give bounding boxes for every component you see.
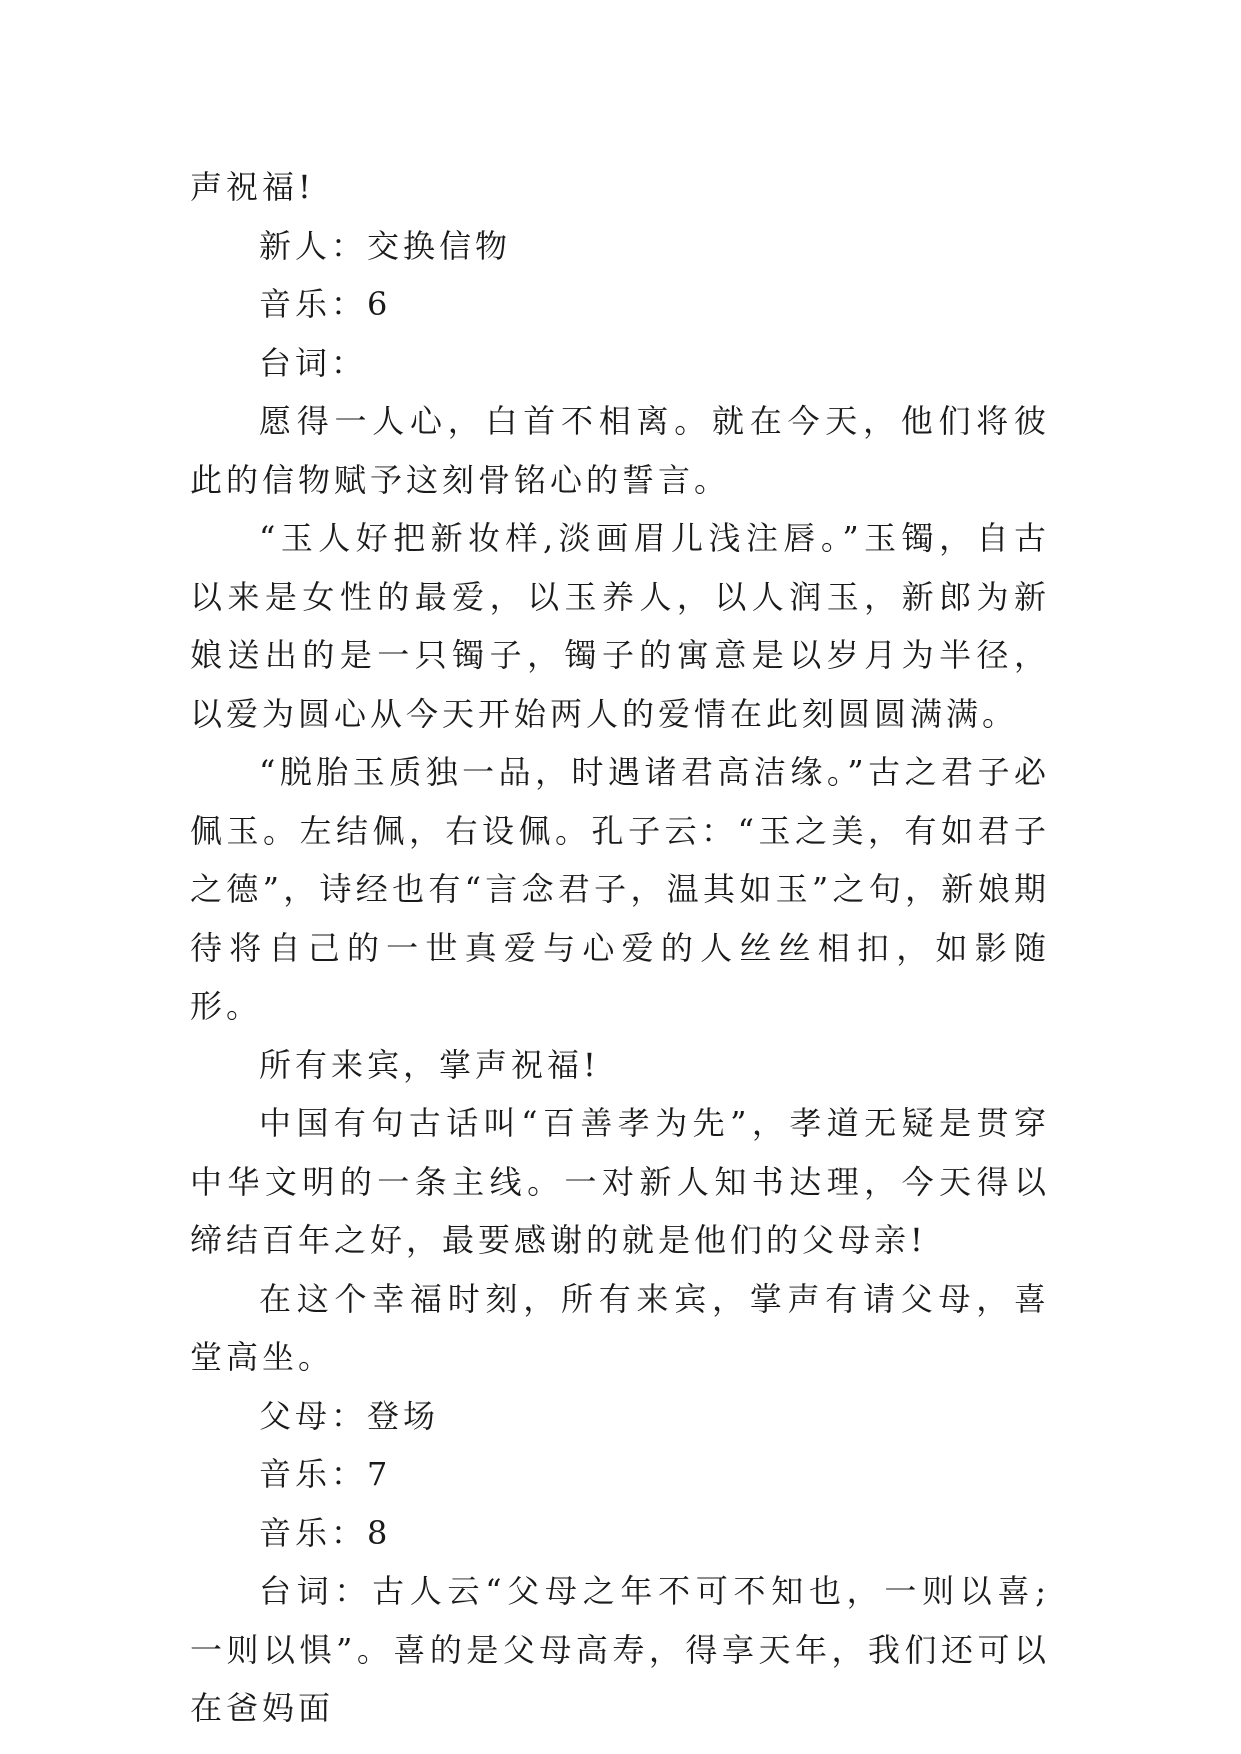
paragraph-body: 愿得一人心，白首不相离。就在今天，他们将彼此的信物赋予这刻骨铭心的誓言。 xyxy=(190,402,1050,499)
paragraph-music-cue: 音乐：8 xyxy=(259,1513,392,1552)
paragraph-stage-direction: 新人：交换信物 xyxy=(259,226,512,265)
paragraph-body: 所有来宾，掌声祝福! xyxy=(259,1045,600,1084)
paragraph-body: “玉人好把新妆样,淡画眉儿浅注唇。”玉镯，自古以来是女性的最爱，以玉养人，以人润玉，新郎为新娘送出的是一只镯子，镯子的寓意是以岁月为半径，以爱为圆心从今天开始两人的爱情在此刻圆圆满满。 xyxy=(190,519,1050,733)
paragraph-lines-label: 台词： xyxy=(259,343,368,382)
paragraph-music-cue: 音乐：7 xyxy=(259,1455,392,1493)
paragraph-body: “脱胎玉质独一品，时遇诸君高洁缘。”古之君子必佩玉。左结佩，右设佩。孔子云：“玉之美，有如君子之德”，诗经也有“言念君子，温其如玉”之句，新娘期待将自己的一世真爱与心爱的人丝丝相扣，如影随形。 xyxy=(190,753,1050,1025)
paragraph-continuation: 声祝福! xyxy=(190,168,315,206)
paragraph-body: 台词：古人云“父母之年不可不知也，一则以喜;一则以惧”。喜的是父母高寿，得享天年，我们还可以在爸妈面 xyxy=(190,1572,1050,1727)
paragraph-stage-direction: 父母：登场 xyxy=(259,1396,440,1435)
paragraph-music-cue: 音乐：6 xyxy=(259,285,392,323)
paragraph-body: 在这个幸福时刻，所有来宾，掌声有请父母，喜堂高坐。 xyxy=(190,1279,1050,1376)
document-page xyxy=(190,158,1050,1738)
paragraph-body: 中国有句古话叫“百善孝为先”，孝道无疑是贯穿中华文明的一条主线。一对新人知书达理，今天得以缔结百年之好，最要感谢的就是他们的父母亲! xyxy=(190,1104,1050,1259)
